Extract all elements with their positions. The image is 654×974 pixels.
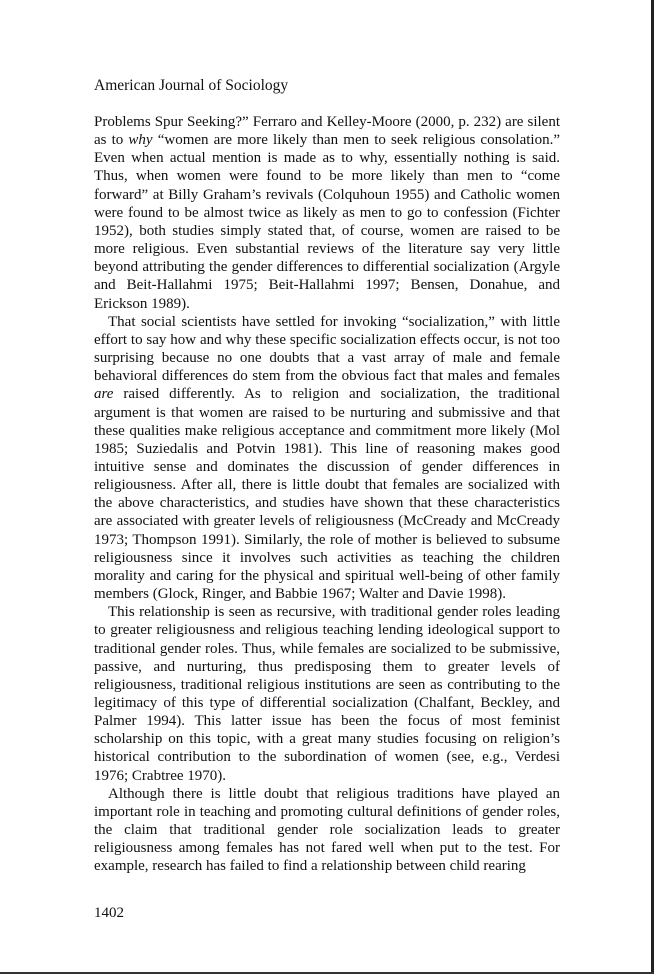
body-text bbox=[94, 113, 560, 876]
paragraph-1-part-1: Problems Spur Seeking?” Ferraro and Kelley-Moore (2000, p. 232) are silent as to bbox=[94, 114, 560, 149]
paragraph-2-emphasis: are bbox=[94, 386, 114, 403]
running-head-journal-title: American Journal of Sociology bbox=[94, 77, 289, 94]
paragraph-3: This relationship is seen as recursive, with traditional gender roles leading to greater religiousness and religious teaching lending ideological support to traditional gender roles. Thus, while females are socialized to be submissive, passive, and nurturing, thus predisposing them to greater levels of religiousness, traditional religious institutions are seen as contributing to the legitimacy of this type of differential socialization (Chalfant, Beckley, and Palmer 1994). This latter issue has been the focus of most feminist scholarship on this topic, with a great many studies focusing on religion’s historical contribution to the subordination of women (see, e.g., Verdesi 1976; Crabtree 1970). bbox=[94, 604, 560, 784]
paragraph-1 bbox=[94, 113, 560, 313]
paragraph-2-part-2: raised differently. As to religion and socialization, the traditional argument is that women are raised to be nurturing and submissive and that these qualities make religious acceptance and commitment more likely (Mol 1985; Suziedalis and Potvin 1981). This line of reasoning makes good intuitive sense and dominates the discussion of gender differences in religiousness. After all, there is little doubt that females are socialized with the above characteristics, and studies have shown that these characteristics are associated with greater levels of religiousness (McCready and McCready 1973; Thompson 1991). Similarly, the role of mother is believed to subsume religiousness since it involves such activities as teaching the children morality and caring for the physical and spiritual well-being of other family members (Glock, Ringer, and Babbie 1967; Walter and Davie 1998). bbox=[94, 386, 560, 603]
paragraph-2-part-1: That social scientists have settled for invoking “socialization,” with little effort to say how and why these specific socialization effects occur, is not too surprising because no one doubts that a vast array of male and female behavioral differences do stem from the obvious fact that males and females bbox=[94, 313, 560, 385]
paragraph-1-part-2: “women are more likely than men to seek religious consolation.” Even when actual mention is made as to why, essentially nothing is said. Thus, when women were found to be more likely than men to “come forward” at Billy Graham’s revivals (Colquhoun 1955) and Catholic women were found to be almost twice as likely as men to go to confession (Fichter 1952), both studies simply stated that, of course, women are raised to be more religious. Even substantial reviews of the literature say very little beyond attributing the gender differences to differential socialization (Argyle and Beit-Hallahmi 1975; Beit-Hallahmi 1997; Bensen, Donahue, and Erickson 1989). bbox=[94, 132, 560, 312]
paragraph-2 bbox=[94, 313, 560, 604]
journal-page bbox=[94, 76, 560, 876]
paragraph-1-emphasis: why bbox=[128, 132, 153, 149]
paragraph-4: Although there is little doubt that religious traditions have played an important role in teaching and promoting cultural definitions of gender roles, the claim that traditional gender role socialization leads to greater religiousness among females has not fared well when put to the test. For example, research has failed to find a relationship between child rearing bbox=[94, 785, 560, 875]
page-number: 1402 bbox=[94, 905, 124, 921]
